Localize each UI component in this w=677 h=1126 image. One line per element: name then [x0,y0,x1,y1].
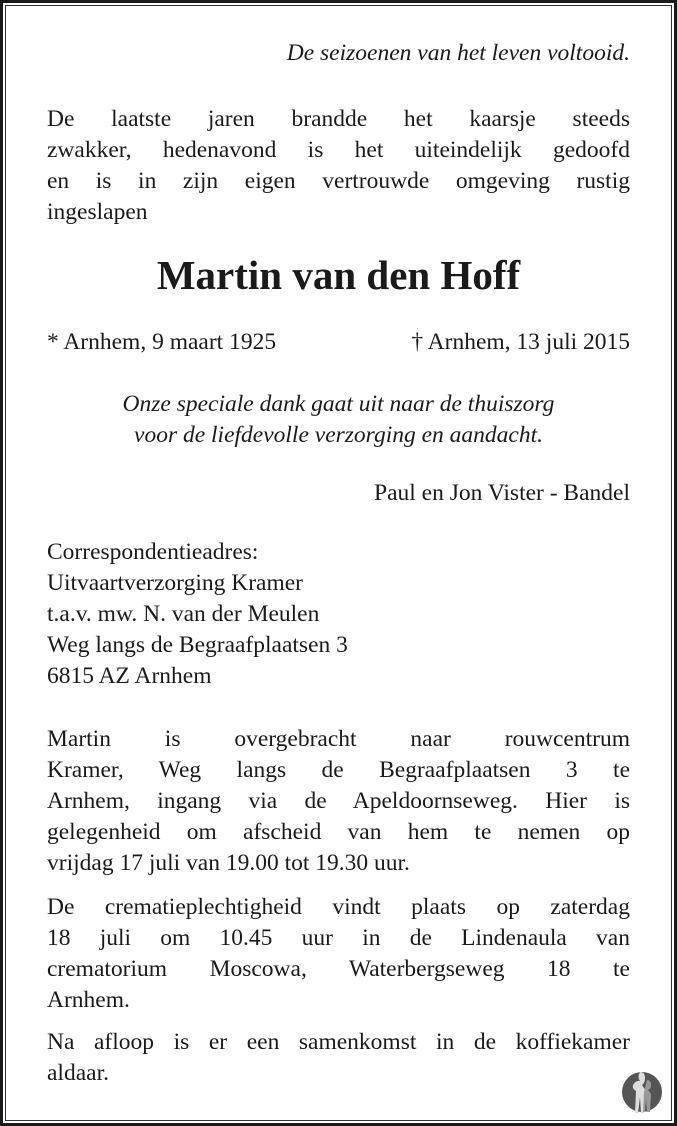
intro-line: en is in zijn eigen vertrouwde omgeving rustig [47,168,630,194]
viewing-paragraph [47,724,630,879]
birth-date: * Arnhem, 9 maart 1925 [47,329,277,355]
cremation-line: 18 juli om 10.45 uur in de Lindenaula van [47,925,630,951]
after-line: aldaar. [47,1060,109,1086]
viewing-line: Martin is overgebracht naar rouwcentrum [47,726,630,752]
embracing-figures-logo-icon [618,1066,666,1114]
cremation-paragraph [47,892,630,1016]
tagline: De seizoenen van het leven voltooid. [286,40,630,66]
intro-line: ingeslapen [47,199,148,225]
intro-line: zwakker, hedenavond is het uiteindelijk gedoofd [47,137,630,163]
viewing-line: vrijdag 17 juli van 19.00 tot 19.30 uur. [47,850,410,876]
cremation-line: De crematieplechtigheid vindt plaats op zaterdag [47,894,630,920]
intro-line: De laatste jaren brandde het kaarsje steeds [47,106,630,132]
address-line: Weg langs de Begraafplaatsen 3 [47,632,348,658]
viewing-line: gelegenheid om afscheid van hem te nemen op [47,819,630,845]
thanks [30,389,647,451]
address-line: Uitvaartverzorging Kramer [47,570,303,596]
intro-paragraph [47,104,630,228]
deceased-name: Martin van den Hoff [156,252,521,298]
signature: Paul en Jon Vister - Bandel [374,480,630,506]
address-line: 6815 AZ Arnhem [47,663,212,689]
death-date: † Arnhem, 13 juli 2015 [411,329,630,355]
cremation-line: crematorium Moscowa, Waterbergseweg 18 te [47,956,630,982]
viewing-line: Arnhem, ingang via de Apeldoornseweg. Hier is [47,788,630,814]
address-line: t.a.v. mw. N. van der Meulen [47,601,320,627]
correspondence-address [47,537,630,692]
thanks-line: voor de liefdevolle verzorging en aandacht. [134,422,543,448]
after-line: Na afloop is er een samenkomst in de koffiekamer [47,1029,630,1055]
cremation-line: Arnhem. [47,987,130,1013]
dates-row [47,327,630,358]
thanks-line: Onze speciale dank gaat uit naar de thuiszorg [122,391,555,417]
viewing-line: Kramer, Weg langs de Begraafplaatsen 3 te [47,757,630,783]
address-line: Correspondentieadres: [47,539,259,565]
after-paragraph [47,1027,630,1089]
